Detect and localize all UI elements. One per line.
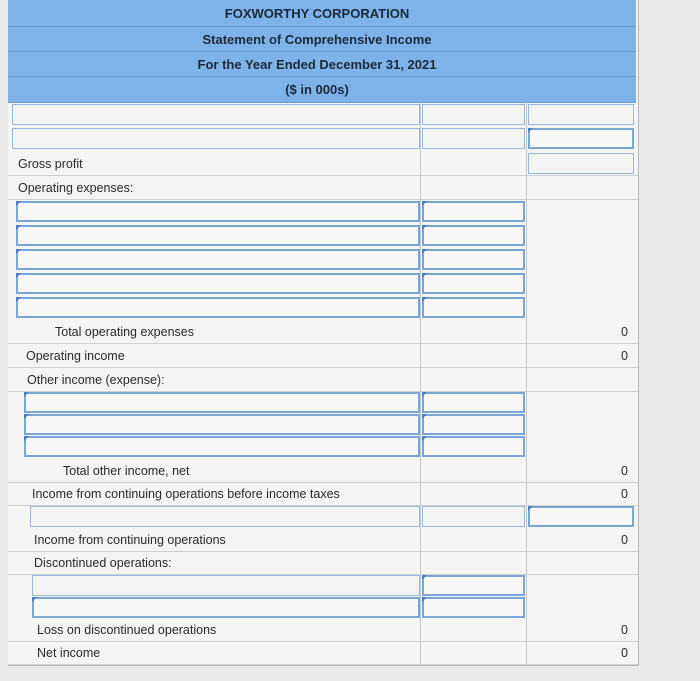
operating-income-value: 0 [621, 349, 628, 363]
op-expense-1-label-input[interactable] [16, 201, 420, 222]
op-expense-2-amount-input[interactable] [422, 225, 525, 246]
gross-profit-label: Gross profit [18, 157, 83, 171]
total-operating-expenses-label: Total operating expenses [55, 325, 194, 339]
net-income-label: Net income [37, 646, 101, 660]
total-operating-expenses-row [8, 321, 638, 344]
units-label: ($ in 000s) [285, 82, 349, 97]
units-header [8, 77, 636, 103]
loss-discontinued-label: Loss on discontinued operations [37, 623, 217, 637]
net-income-value: 0 [621, 646, 628, 660]
operating-income-label: Operating income [26, 349, 125, 363]
tax-total-input[interactable] [528, 506, 634, 527]
cost-total-input[interactable] [528, 128, 634, 149]
other-income-3-label-input[interactable] [24, 436, 420, 457]
income-before-taxes-value: 0 [621, 487, 628, 501]
company-name: FOXWORTHY CORPORATION [224, 5, 410, 21]
loss-discontinued-row [8, 619, 638, 642]
operating-expenses-row [8, 177, 638, 200]
discontinued-label: Discontinued operations: [34, 556, 172, 570]
company-name-header [8, 0, 636, 27]
op-expense-5-amount-input[interactable] [422, 297, 525, 318]
other-income-2-label-input[interactable] [24, 414, 420, 435]
discontinued-2-label-input[interactable] [32, 597, 420, 618]
op-expense-4-amount-input[interactable] [422, 273, 525, 294]
revenue-label-input[interactable] [12, 104, 420, 125]
total-other-income-label: Total other income, net [63, 464, 190, 478]
cost-label-input[interactable] [12, 128, 420, 149]
gross-profit-input[interactable] [528, 153, 634, 174]
income-statement-worksheet [8, 0, 639, 666]
period-header [8, 52, 636, 77]
income-before-taxes-row [8, 483, 638, 506]
cost-amount-input[interactable] [422, 128, 525, 149]
op-expense-3-amount-input[interactable] [422, 249, 525, 270]
other-income-2-amount-input[interactable] [422, 414, 525, 435]
statement-title: Statement of Comprehensive Income [202, 31, 432, 47]
discontinued-2-amount-input[interactable] [422, 597, 525, 618]
discontinued-row [8, 552, 638, 575]
op-expense-5-label-input[interactable] [16, 297, 420, 318]
net-income-row [8, 642, 638, 665]
tax-amount-input[interactable] [422, 506, 525, 527]
total-operating-expenses-value: 0 [621, 325, 628, 339]
operating-expenses-label: Operating expenses: [18, 181, 134, 195]
other-income-row [8, 369, 638, 392]
total-other-income-row [8, 460, 638, 483]
revenue-amount-input[interactable] [422, 104, 525, 125]
statement-title-header [8, 27, 636, 52]
other-income-1-label-input[interactable] [24, 392, 420, 413]
op-expense-1-amount-input[interactable] [422, 201, 525, 222]
period-label: For the Year Ended December 31, 2021 [197, 56, 437, 72]
revenue-total-input[interactable] [528, 104, 634, 125]
total-other-income-value: 0 [621, 464, 628, 478]
income-before-taxes-label: Income from continuing operations before income taxes [32, 487, 340, 501]
discontinued-1-amount-input[interactable] [422, 575, 525, 596]
other-income-3-amount-input[interactable] [422, 436, 525, 457]
income-continuing-row [8, 529, 638, 552]
loss-discontinued-value: 0 [621, 623, 628, 637]
income-continuing-value: 0 [621, 533, 628, 547]
discontinued-1-label-input[interactable] [32, 575, 420, 596]
op-expense-3-label-input[interactable] [16, 249, 420, 270]
income-continuing-label: Income from continuing operations [34, 533, 226, 547]
tax-label-input[interactable] [30, 506, 420, 527]
other-income-1-amount-input[interactable] [422, 392, 525, 413]
other-income-label: Other income (expense): [27, 373, 165, 387]
operating-income-row [8, 345, 638, 368]
op-expense-2-label-input[interactable] [16, 225, 420, 246]
op-expense-4-label-input[interactable] [16, 273, 420, 294]
